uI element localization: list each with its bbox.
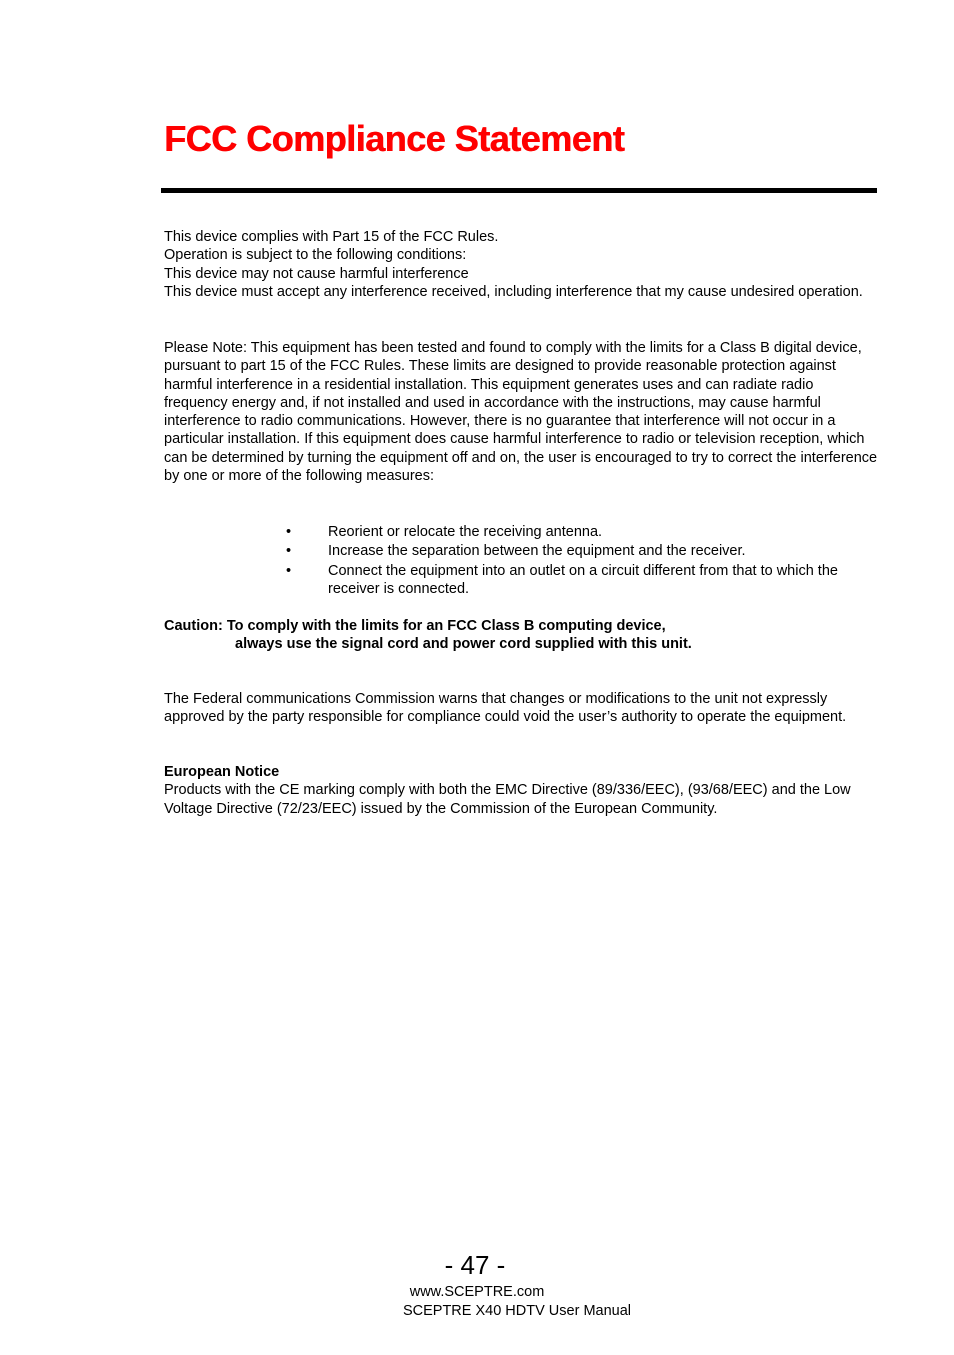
european-notice-heading: European Notice <box>164 764 280 780</box>
page-number: - 47 - <box>444 1250 506 1280</box>
caution-label: Caution: <box>164 618 223 634</box>
list-item-text: Increase the separation between the equipment and the receiver. <box>328 543 746 560</box>
page-title: FCC Compliance Statement <box>164 118 625 159</box>
fcc-warning-paragraph: The Federal communications Commission warns that changes or modifications to the unit not expressly approved by the party responsible for compliance could void the user’s authority to operate the equipment. <box>164 691 847 726</box>
list-item <box>164 542 880 560</box>
list-item-text: Connect the equipment into an outlet on a circuit different from that to which the receiver is connected. <box>328 562 838 598</box>
list-item <box>164 523 880 541</box>
please-note-paragraph: Please Note: This equipment has been tested and found to comply with the limits for a Class B digital device, pursuant to part 15 of the FCC Rules. These limits are designed to provide reasonable protection against harmful interference in a residential installation. This equipment generates uses and can radiate radio frequency energy and, if not installed and used in accordance with the instructions, may cause harmful interference to radio communications. However, there is no guarantee that interference will not occur in a particular installation. If this equipment does cause harmful interference to radio or television reception, which can be determined by turning the equipment off and on, the user is encouraged to try to correct the interference by one or more of the following measures: <box>164 340 878 485</box>
european-notice <box>164 763 880 818</box>
intro-line: This device may not cause harmful interference <box>164 265 469 282</box>
caution-notice <box>164 617 880 654</box>
footer-manual-title: SCEPTRE X40 HDTV User Manual <box>402 1303 632 1319</box>
list-item-text: Reorient or relocate the receiving antenna. <box>328 524 603 540</box>
intro-line: This device must accept any interference received, including interference that my cause undesired operation. <box>164 283 863 300</box>
caution-text: To comply with the limits for an FCC Class B computing device, always use the signal cord and power cord supplied with this unit. <box>226 618 692 653</box>
list-item <box>164 562 880 599</box>
footer-website: www.SCEPTRE.com <box>409 1284 545 1300</box>
european-notice-text: Products with the CE marking comply with both the EMC Directive (89/336/EEC), (93/68/EEC) and the Low Voltage Directive (72/23/EEC) issued by the Commission of the European Community. <box>164 782 851 817</box>
bullet-icon: • <box>286 524 292 540</box>
title-divider <box>161 188 877 193</box>
bullet-icon: • <box>286 543 292 560</box>
measures-list <box>164 523 880 600</box>
intro-line: Operation is subject to the following conditions: <box>164 247 467 264</box>
compliance-intro <box>164 228 880 301</box>
bullet-icon: • <box>286 562 292 579</box>
intro-line: This device complies with Part 15 of the FCC Rules. <box>164 229 499 245</box>
